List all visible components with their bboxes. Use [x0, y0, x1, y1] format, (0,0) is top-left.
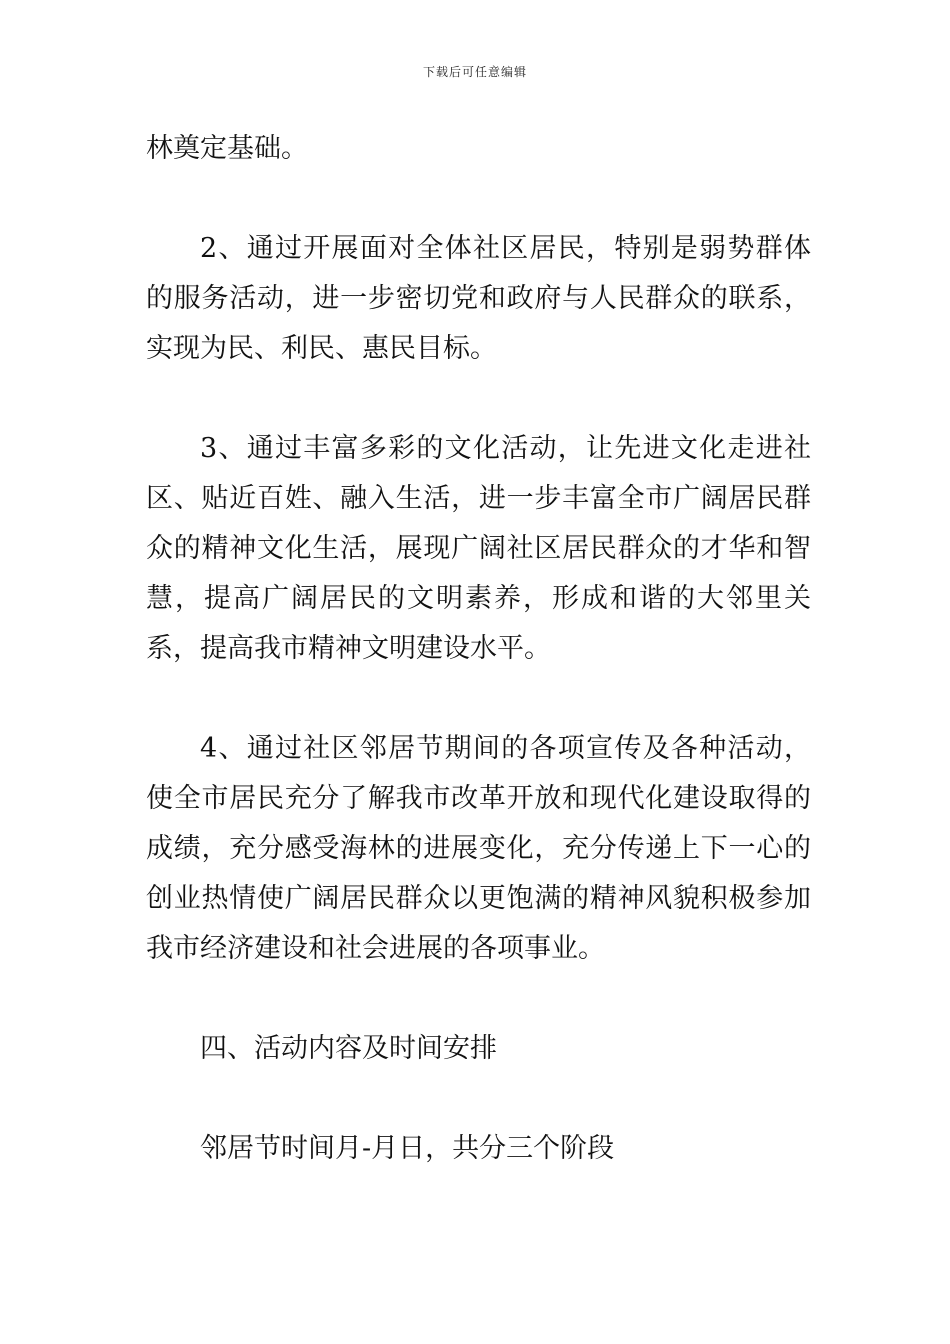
- paragraph-item-4: 4、通过社区邻居节期间的各项宣传及各种活动，使全市居民充分了解我市改革开放和现代化建设取得的成绩，充分感受海林的进展变化，充分传递上下一心的创业热情使广阔居民群众以更饱满的精神风貌积极参加我市经济建设和社会进展的各项事业。: [146, 733, 811, 964]
- paragraph-continuation: 林奠定基础。: [146, 133, 308, 164]
- paragraph-spacer: [146, 1074, 811, 1124]
- paragraph-item-3: 3、通过丰富多彩的文化活动，让先进文化走进社区、贴近百姓、融入生活，进一步丰富全市广阔居民群众的精神文化生活，展现广阔社区居民群众的才华和智慧，提高广阔居民的文明素养，形成和谐的大邻里关系，提高我市精神文明建设水平。: [146, 433, 811, 664]
- paragraph-item-2: 2、通过开展面对全体社区居民，特别是弱势群体的服务活动，进一步密切党和政府与人民群众的联系，实现为民、利民、惠民目标。: [146, 233, 811, 364]
- section-heading: 四、活动内容及时间安排: [200, 1033, 497, 1064]
- page-header: 下载后可任意编辑: [422, 65, 527, 79]
- document-body: [146, 124, 811, 1174]
- paragraph-spacer: [146, 974, 811, 1024]
- paragraph-spacer: [146, 674, 811, 724]
- paragraph-spacer: [146, 374, 811, 424]
- paragraph-spacer: [146, 174, 811, 224]
- paragraph-schedule: 邻居节时间月-月日，共分三个阶段: [200, 1133, 615, 1164]
